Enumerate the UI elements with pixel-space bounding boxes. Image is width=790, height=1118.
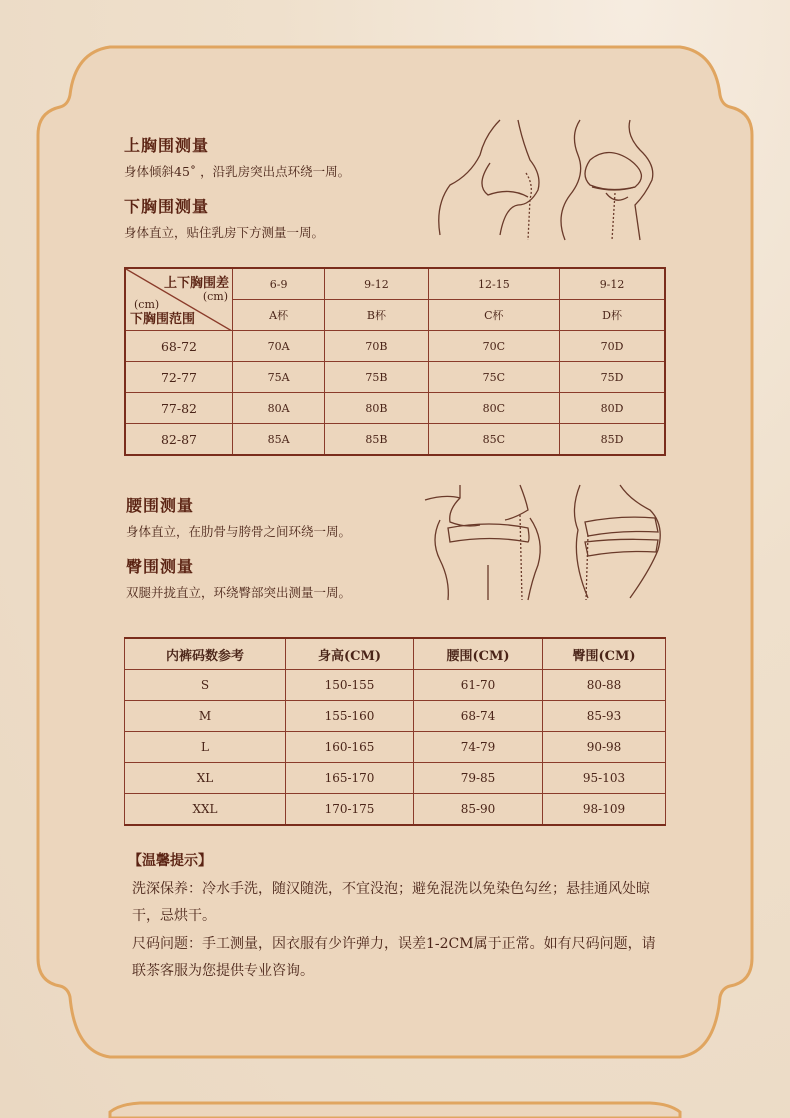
table-row [125,763,666,794]
cup-cell: A杯 [233,300,325,331]
tips-section [128,848,662,986]
hip-cell: 80-88 [543,670,666,701]
table-row [125,701,666,732]
header-cell: 腰围(CM) [414,638,543,670]
table-row [125,670,666,701]
under-bust-desc: 身体直立，贴住乳房下方测量一周。 [124,225,325,240]
waist-cell: 74-79 [414,732,543,763]
cup-cell: B杯 [325,300,428,331]
corner-unit-label: (cm) [202,290,228,303]
range-cell: 77-82 [125,393,233,424]
size-cell: 85C [428,424,560,456]
range-cell: 72-77 [125,362,233,393]
size-cell: 75A [233,362,325,393]
size-cell: 80B [325,393,428,424]
table-row [125,424,665,456]
size-cell: 80C [428,393,560,424]
height-cell: 150-155 [286,670,414,701]
bust-measure-text [124,133,350,241]
corner-diff-label: 上下胸围差 [163,276,229,291]
corner-range-label: 下胸围范围 [130,312,196,327]
bra-table-corner [125,268,233,331]
header-cell: 臀围(CM) [543,638,666,670]
size-cell: 75D [560,362,665,393]
size-cell: XL [125,763,286,794]
size-cell: 70A [233,331,325,362]
hip-cell: 98-109 [543,794,666,826]
waist-hip-measure-text [126,493,351,601]
waist-title: 腰围测量 [126,496,195,515]
upper-bust-desc: 身体倾斜45˚ ，沿乳房突出点环绕一周。 [124,164,351,179]
height-cell: 155-160 [286,701,414,732]
diff-cell: 9-12 [560,268,665,300]
size-cell: S [125,670,286,701]
size-cell: 85B [325,424,428,456]
table-row [125,732,666,763]
hip-desc: 双腿并拢直立，环绕臀部突出测量一周。 [126,585,352,600]
waist-cell: 85-90 [414,794,543,826]
tips-wash: 洗深保养：冷水手洗，随汉随洗，不宜没泡；避免混洗以免染色勾丝；悬挂通风处晾干，忌烘干。 [132,880,650,924]
waist-cell: 79-85 [414,763,543,794]
diff-cell: 12-15 [428,268,560,300]
cup-cell: D杯 [560,300,665,331]
size-cell: 75B [325,362,428,393]
header-cell: 身高(CM) [286,638,414,670]
size-cell: 75C [428,362,560,393]
waist-cell: 68-74 [414,701,543,732]
size-cell: 80A [233,393,325,424]
waist-cell: 61-70 [414,670,543,701]
corner-unit-label-2: (cm) [134,298,160,311]
size-cell: L [125,732,286,763]
header-cell: 内裤码数参考 [125,638,286,670]
size-cell: 85D [560,424,665,456]
height-cell: 160-165 [286,732,414,763]
tips-title: 【温馨提示】 [128,853,212,869]
range-cell: 68-72 [125,331,233,362]
size-cell: 80D [560,393,665,424]
waist-hip-illustration [420,480,670,605]
height-cell: 170-175 [286,794,414,826]
hip-title: 臀围测量 [126,557,195,576]
underwear-size-table [124,637,666,826]
tips-size: 尺码问题：手工测量，因衣服有少许弹力，误差1-2CM属于正常。如有尺码问题，请联茶客服为您提供专业咨询。 [132,935,656,979]
hip-cell: 90-98 [543,732,666,763]
upper-bust-title: 上胸围测量 [124,136,210,155]
diff-cell: 9-12 [325,268,428,300]
size-cell: 70B [325,331,428,362]
diff-cell: 6-9 [233,268,325,300]
size-cell: XXL [125,794,286,826]
range-cell: 82-87 [125,424,233,456]
table-row [125,794,666,826]
table-row [125,331,665,362]
under-bust-title: 下胸围测量 [124,197,210,216]
size-cell: 70C [428,331,560,362]
size-cell: 70D [560,331,665,362]
size-cell: M [125,701,286,732]
hip-cell: 95-103 [543,763,666,794]
table-row [125,393,665,424]
table-row [125,362,665,393]
cup-cell: C杯 [428,300,560,331]
size-cell: 85A [233,424,325,456]
waist-desc: 身体直立，在肋骨与胯骨之间环绕一周。 [126,524,352,539]
hip-cell: 85-93 [543,701,666,732]
bra-size-table [124,267,666,456]
bust-measure-illustration [430,115,670,245]
height-cell: 165-170 [286,763,414,794]
